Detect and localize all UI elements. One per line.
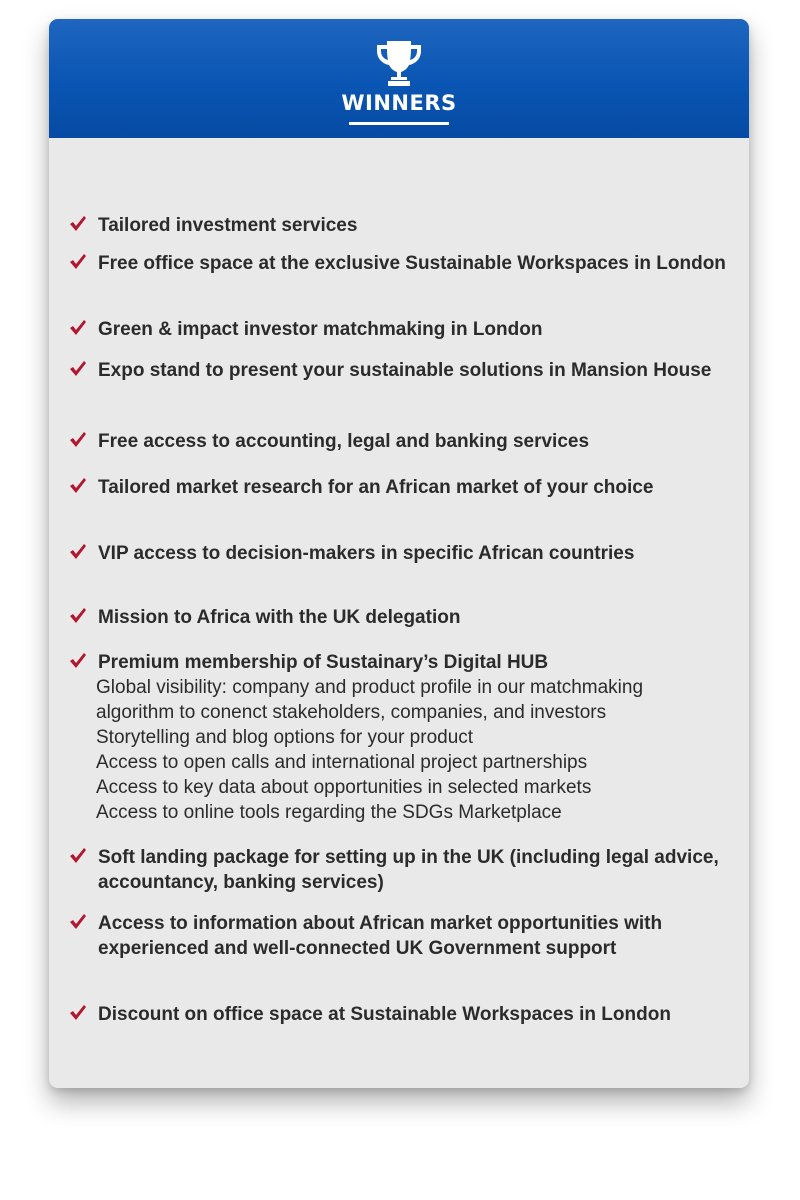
checkmark-icon [69, 1004, 87, 1022]
item-text: Free access to accounting, legal and banking services [98, 431, 590, 452]
header-title: WINNERS [341, 91, 457, 115]
sub-item: Access to key data about opportunities in selected markets [96, 777, 592, 798]
sub-item: algorithm to conenct stakeholders, companies, and investors [96, 702, 607, 723]
checkmark-icon [69, 253, 87, 271]
item-text: Access to information about African market opportunities with experienced and well-connected UK Government support [98, 913, 663, 959]
sub-item: Access to online tools regarding the SDGs Marketplace [96, 802, 562, 823]
sub-item: Global visibility: company and product profile in our matchmaking [96, 677, 644, 698]
checkmark-icon [69, 215, 87, 233]
item-text: Soft landing package for setting up in the UK (including legal advice, accountancy, banking services) [98, 847, 719, 893]
item-text: Premium membership of Sustainary’s Digital HUB [98, 652, 549, 673]
item-text: Free office space at the exclusive Sustainable Workspaces in London [98, 253, 726, 274]
item-text: Mission to Africa with the UK delegation [98, 607, 461, 628]
item-text: Tailored market research for an African market of your choice [98, 477, 654, 498]
header-underline [349, 122, 449, 125]
checkmark-icon [69, 360, 87, 378]
checkmark-icon [69, 477, 87, 495]
trophy-icon [374, 39, 424, 87]
checkmark-icon [69, 543, 87, 561]
item-text: Green & impact investor matchmaking in London [98, 319, 543, 340]
sub-item: Storytelling and blog options for your product [96, 727, 474, 748]
sub-item: Access to open calls and international project partnerships [96, 752, 588, 773]
item-text: Tailored investment services [98, 215, 358, 236]
card-header [49, 19, 749, 138]
checkmark-icon [69, 319, 87, 337]
winners-card [49, 19, 749, 1088]
item-text: Expo stand to present your sustainable solutions in Mansion House [98, 360, 712, 381]
checkmark-icon [69, 607, 87, 625]
checkmark-icon [69, 652, 87, 670]
checkmark-icon [69, 913, 87, 931]
checkmark-icon [69, 431, 87, 449]
item-text: Discount on office space at Sustainable Workspaces in London [98, 1004, 671, 1025]
item-text: VIP access to decision-makers in specific African countries [98, 543, 635, 564]
checkmark-icon [69, 847, 87, 865]
